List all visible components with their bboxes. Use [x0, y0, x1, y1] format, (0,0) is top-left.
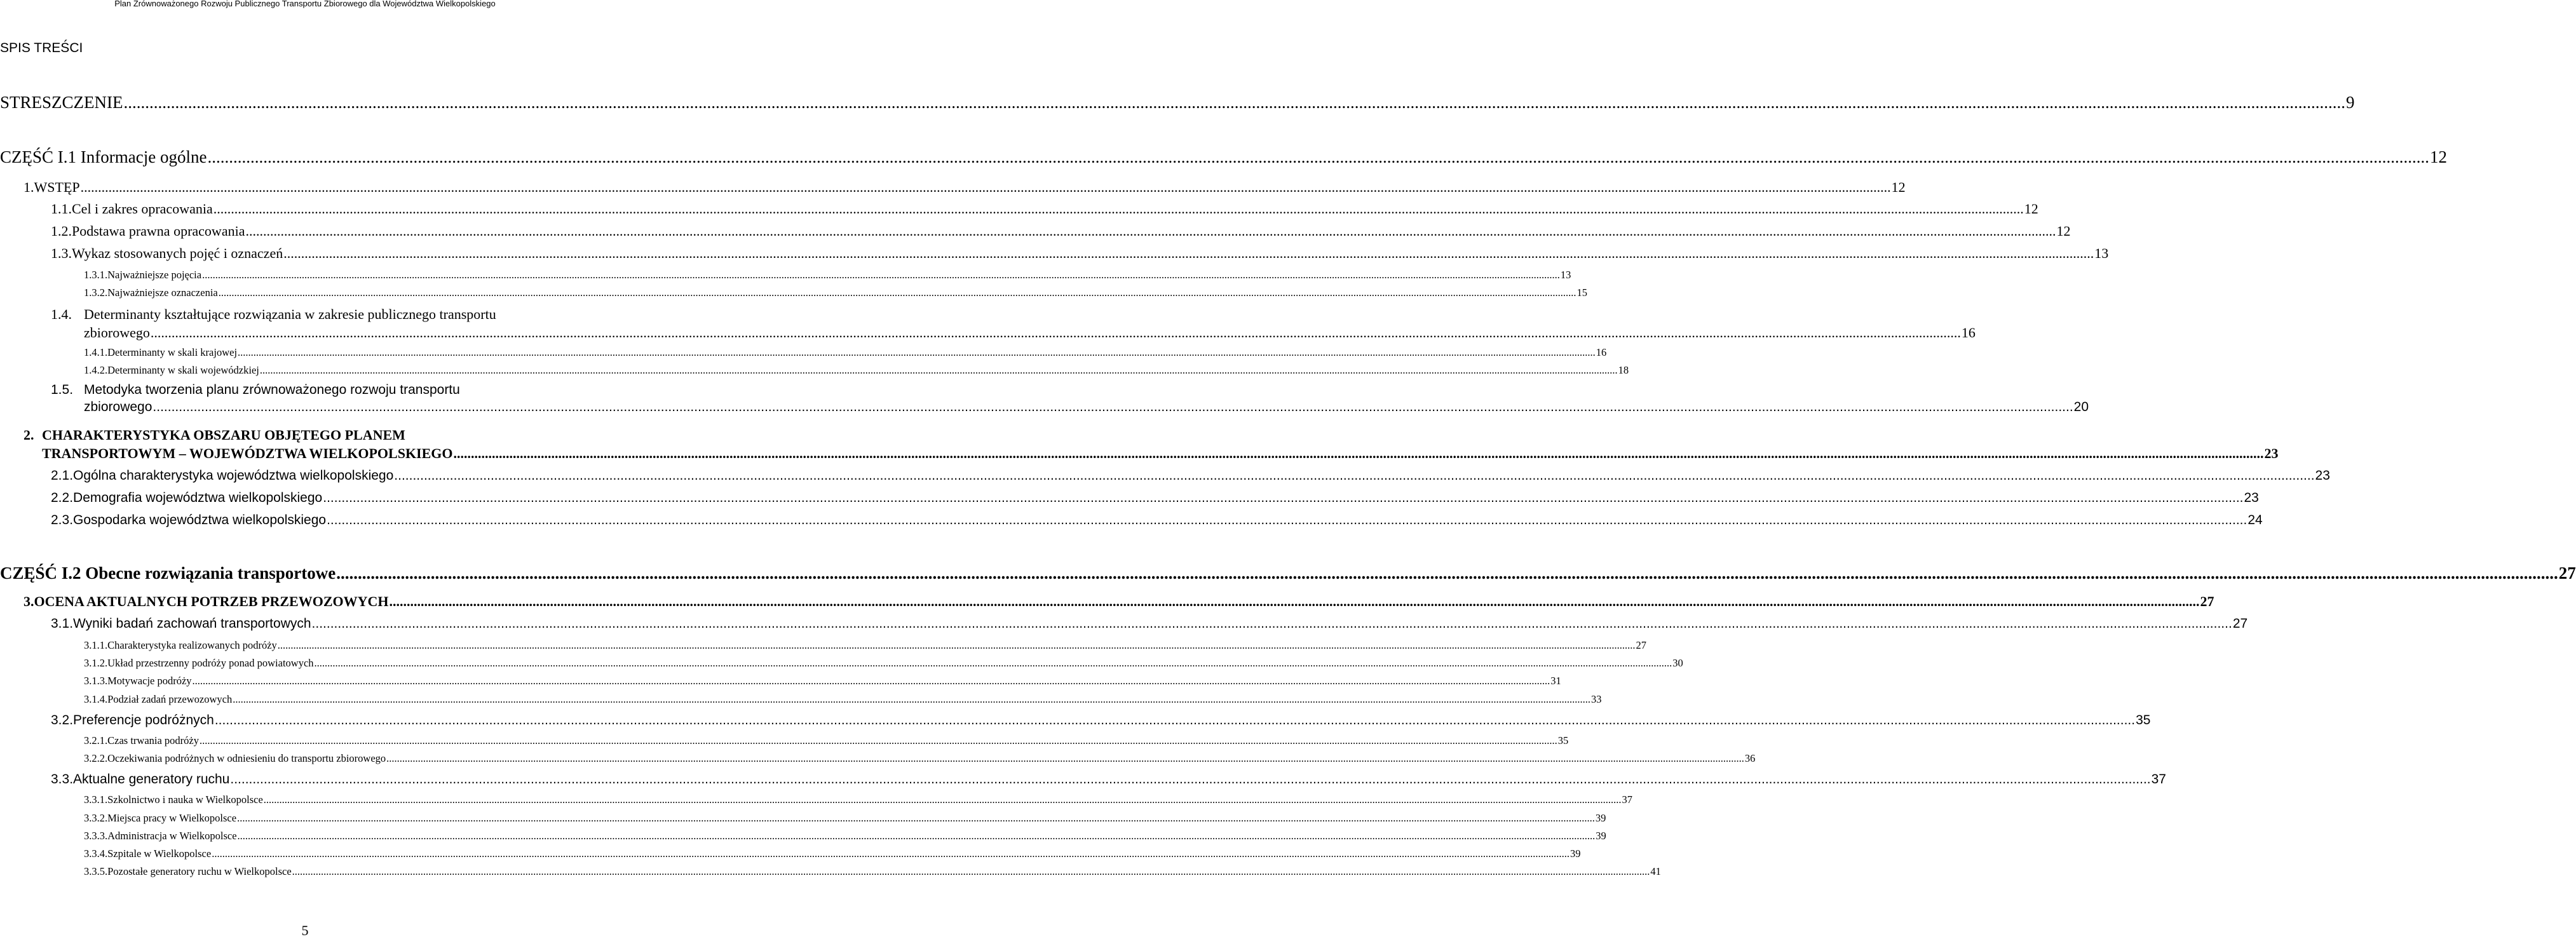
toc-entry-label: CZĘŚĆ I.1 Informacje ogólne [0, 147, 207, 166]
toc-entry-number: 3.3. [51, 772, 74, 787]
leader-dots [202, 269, 1560, 281]
toc-entry-number: 2. [24, 427, 34, 443]
toc-entry-label: WSTĘP [34, 179, 80, 195]
toc-entry-label: Pozostałe generatory ruchu w Wielkopolsce [107, 865, 292, 877]
leader-dots [124, 93, 2346, 112]
toc-entry-label: Charakterystyka realizowanych podróży [107, 639, 277, 651]
toc-entry-page: 27 [2232, 616, 2248, 631]
toc-entry-label: Administracja w Wielkopolsce [107, 830, 237, 842]
toc-entry-page: 12 [1891, 179, 1906, 195]
toc-entry-1-2[interactable] [51, 223, 2071, 240]
toc-entry-page: 12 [2429, 147, 2447, 166]
toc-entry-3-3-1[interactable] [84, 794, 1633, 806]
leader-dots [238, 346, 1596, 359]
toc-entry-page: 16 [1596, 346, 1607, 358]
leader-dots [394, 468, 2314, 483]
toc-entry-number: 3.3.5. [84, 865, 108, 877]
leader-dots [245, 223, 2056, 240]
toc-entry-number: 3.3.1. [84, 794, 108, 806]
toc-entry-1-3[interactable] [51, 245, 2109, 262]
toc-entry-page: 27 [2558, 564, 2576, 583]
toc-entry-page: 9 [2346, 93, 2355, 112]
page-header: Plan Zrównoważonego Rozwoju Publicznego Transportu Zbiorowego dla Województwa Wielkopolskiego [114, 0, 496, 8]
leader-dots [237, 812, 1595, 825]
toc-entry-number: 1. [24, 179, 34, 195]
toc-entry-page: 27 [2200, 593, 2214, 609]
leader-dots [193, 675, 1550, 687]
toc-entry-number: 1.3.2. [84, 287, 108, 299]
toc-entry-2[interactable] [24, 427, 2279, 462]
toc-entry-3-3-3[interactable] [84, 830, 1606, 842]
toc-entry-label: Determinanty kształtujące rozwiązania w zakresie publicznego transportu [84, 306, 496, 322]
leader-dots [390, 593, 2200, 610]
toc-entry-number: 1.3.1. [84, 269, 108, 281]
toc-entry-label: Oczekiwania podróżnych w odniesieniu do transportu zbiorowego [107, 752, 386, 764]
toc-entry-number: 3.2.1. [84, 734, 108, 746]
toc-entry-label-cont: zbiorowego [84, 400, 153, 414]
toc-entry-label: Czas trwania podróży [107, 734, 199, 746]
toc-entry-number: 1.4.2. [84, 364, 108, 376]
toc-entry-number: 3.2. [51, 713, 74, 727]
toc-entry-number: 3.1.3. [84, 675, 108, 687]
toc-entry-3-2-2[interactable] [84, 752, 1756, 765]
toc-entry-label: Szkolnictwo i nauka w Wielkopolsce [107, 794, 263, 806]
toc-entry-label: Aktualne generatory ruchu [73, 772, 230, 787]
leader-dots [212, 848, 1569, 860]
leader-dots [336, 564, 2558, 583]
leader-dots [233, 693, 1590, 706]
toc-entry-2-1[interactable] [51, 468, 2330, 483]
leader-dots [81, 179, 1891, 196]
leader-dots [219, 287, 1576, 299]
leader-dots [215, 713, 2135, 728]
toc-entry-page: 23 [2315, 468, 2330, 483]
toc-entry-1-3-1[interactable] [84, 269, 1571, 281]
toc-entry-page: 15 [1576, 287, 1587, 299]
toc-entry-2-3[interactable] [51, 513, 2263, 528]
toc-entry-number: 2.3. [51, 513, 74, 527]
leader-dots [151, 325, 1961, 341]
toc-entry-label: Wyniki badań zachowań transportowych [73, 616, 311, 631]
toc-entry-page: 33 [1590, 693, 1602, 705]
toc-entry-label: Podział zadań przewozowych [107, 693, 233, 705]
toc-entry-label: Metodyka tworzenia planu zrównoważonego rozwoju transportu [84, 382, 460, 397]
toc-entry-label: Najważniejsze oznaczenia [107, 287, 218, 299]
toc-entry-number: 3.1. [51, 616, 74, 631]
leader-dots [264, 794, 1622, 806]
toc-entry-3-2-1[interactable] [84, 734, 1569, 747]
leader-dots [312, 616, 2232, 632]
toc-entry-number: 1.3. [51, 245, 72, 261]
toc-entry-page: 12 [2024, 201, 2038, 217]
toc-entry-3-3[interactable] [51, 772, 2166, 787]
toc-entry-label: Układ przestrzenny podróży ponad powiatowych [107, 657, 314, 669]
toc-entry-1-4[interactable] [51, 306, 1976, 341]
toc-entry-label: OCENA AKTUALNYCH POTRZEB PRZEWOZOWYCH [34, 593, 389, 609]
leader-dots [153, 400, 2073, 415]
toc-entry-number: 3.3.4. [84, 848, 108, 860]
toc-entry-number: 1.4. [51, 306, 72, 322]
toc-entry-label-cont: TRANSPORTOWYM – WOJEWÓDZTWA WIELKOPOLSKIEGO [42, 445, 453, 461]
toc-entry-3-3-5[interactable] [84, 865, 1661, 878]
toc-entry-3-1-4[interactable] [84, 693, 1602, 706]
toc-entry-page: 27 [1636, 639, 1647, 651]
toc-entry-number: 1.2. [51, 223, 72, 239]
toc-entry-number: 3.2.2. [84, 752, 108, 764]
toc-entry-label: Najważniejsze pojęcia [107, 269, 202, 281]
toc-entry-page: 35 [1557, 734, 1569, 746]
leader-dots [323, 490, 2243, 506]
toc-entry-label: Wykaz stosowanych pojęć i oznaczeń [72, 245, 283, 261]
leader-dots [200, 734, 1557, 747]
leader-dots [260, 364, 1618, 377]
toc-entry-page: 16 [1961, 325, 1976, 341]
leader-dots [230, 772, 2150, 787]
leader-dots [207, 147, 2429, 167]
toc-entry-page: 39 [1569, 848, 1581, 860]
toc-entry-label-cont: zbiorowego [84, 325, 150, 341]
toc-entry-3-1-2[interactable] [84, 657, 1683, 670]
toc-entry-number: 3.3.2. [84, 812, 108, 824]
toc-entry-label: Cel i zakres opracowania [72, 201, 213, 217]
toc-entry-number: 1.4.1. [84, 346, 108, 358]
toc-entry-1[interactable] [24, 179, 1906, 196]
toc-entry-page: 13 [1560, 269, 1571, 281]
leader-dots [327, 513, 2247, 528]
toc-title: SPIS TREŚCI [0, 41, 83, 55]
toc-entry-1-4-2[interactable] [84, 364, 1629, 377]
toc-entry-3[interactable] [24, 593, 2214, 610]
toc-entry-page: 36 [1744, 752, 1756, 764]
leader-dots [292, 865, 1650, 878]
toc-entry-1-4-1[interactable] [84, 346, 1607, 359]
toc-entry-label: Miejsca pracy w Wielkopolsce [107, 812, 237, 824]
toc-entry-number: 1.5. [51, 382, 74, 397]
toc-entry-page: 41 [1650, 865, 1661, 877]
toc-entry-page: 39 [1596, 830, 1606, 842]
leader-dots [214, 201, 2024, 217]
toc-entry-number: 3.1.2. [84, 657, 108, 669]
toc-entry-number: 1.1. [51, 201, 72, 217]
toc-entry-part-1-1[interactable] [0, 147, 2447, 167]
toc-entry-page: 18 [1618, 364, 1629, 376]
toc-entry-label: Gospodarka województwa wielkopolskiego [73, 513, 327, 527]
toc-entry-label: Determinanty w skali wojewódzkiej [107, 364, 259, 376]
toc-entry-part-1-2[interactable] [0, 564, 2576, 583]
toc-entry-3-1-3[interactable] [84, 675, 1561, 687]
toc-entry-label: STRESZCZENIE [0, 93, 123, 112]
toc-entry-1-3-2[interactable] [84, 287, 1587, 299]
toc-entry-page: 20 [2073, 400, 2089, 414]
toc-entry-label: Ogólna charakterystyka województwa wielkopolskiego [73, 468, 394, 483]
toc-entry-page: 39 [1595, 812, 1606, 824]
toc-entry-number: 3.1.1. [84, 639, 108, 651]
toc-entry-label: Preferencje podróżnych [73, 713, 214, 727]
toc-entry-label: Demografia województwa wielkopolskiego [73, 490, 323, 505]
toc-entry-streszczenie[interactable] [0, 93, 2355, 112]
toc-entry-page: 24 [2247, 513, 2263, 527]
toc-entry-page: 30 [1672, 657, 1683, 669]
leader-dots [283, 245, 2094, 262]
toc-entry-1-5[interactable] [51, 382, 2089, 415]
toc-entry-number: 3.1.4. [84, 693, 108, 705]
toc-entry-number: 2.2. [51, 490, 74, 505]
toc-entry-label: Determinanty w skali krajowej [107, 346, 238, 358]
toc-entry-1-1[interactable] [51, 201, 2038, 217]
toc-entry-page: 37 [1622, 794, 1633, 806]
toc-entry-number: 3. [24, 593, 34, 609]
toc-entry-page: 23 [2244, 490, 2259, 505]
leader-dots [386, 752, 1744, 765]
leader-dots [238, 830, 1596, 842]
toc-entry-3-3-4[interactable] [84, 848, 1581, 860]
toc-entry-page: 35 [2136, 713, 2151, 727]
toc-entry-label: Szpitale w Wielkopolsce [107, 848, 212, 860]
toc-entry-2-2[interactable] [51, 490, 2259, 506]
toc-entry-page: 12 [2056, 223, 2071, 239]
toc-entry-page: 31 [1550, 675, 1561, 687]
toc-entry-label: Podstawa prawna opracowania [72, 223, 245, 239]
toc-entry-3-1-1[interactable] [84, 639, 1647, 652]
toc-entry-3-2[interactable] [51, 713, 2151, 728]
toc-entry-number: 3.3.3. [84, 830, 108, 842]
leader-dots [278, 639, 1636, 652]
toc-entry-3-1[interactable] [51, 616, 2248, 632]
toc-entry-label: CHARAKTERYSTYKA OBSZARU OBJĘTEGO PLANEM [42, 427, 405, 443]
leader-dots [454, 445, 2264, 462]
toc-entry-page: 13 [2094, 245, 2109, 261]
toc-entry-label: CZĘŚĆ I.2 Obecne rozwiązania transportowe [0, 564, 336, 583]
toc-entry-page: 37 [2151, 772, 2166, 787]
toc-entry-3-3-2[interactable] [84, 812, 1606, 825]
leader-dots [315, 657, 1672, 670]
toc-entry-page: 23 [2264, 445, 2279, 461]
page-number: 5 [301, 922, 309, 938]
toc-entry-number: 2.1. [51, 468, 74, 483]
toc-entry-label: Motywacje podróży [107, 675, 192, 687]
